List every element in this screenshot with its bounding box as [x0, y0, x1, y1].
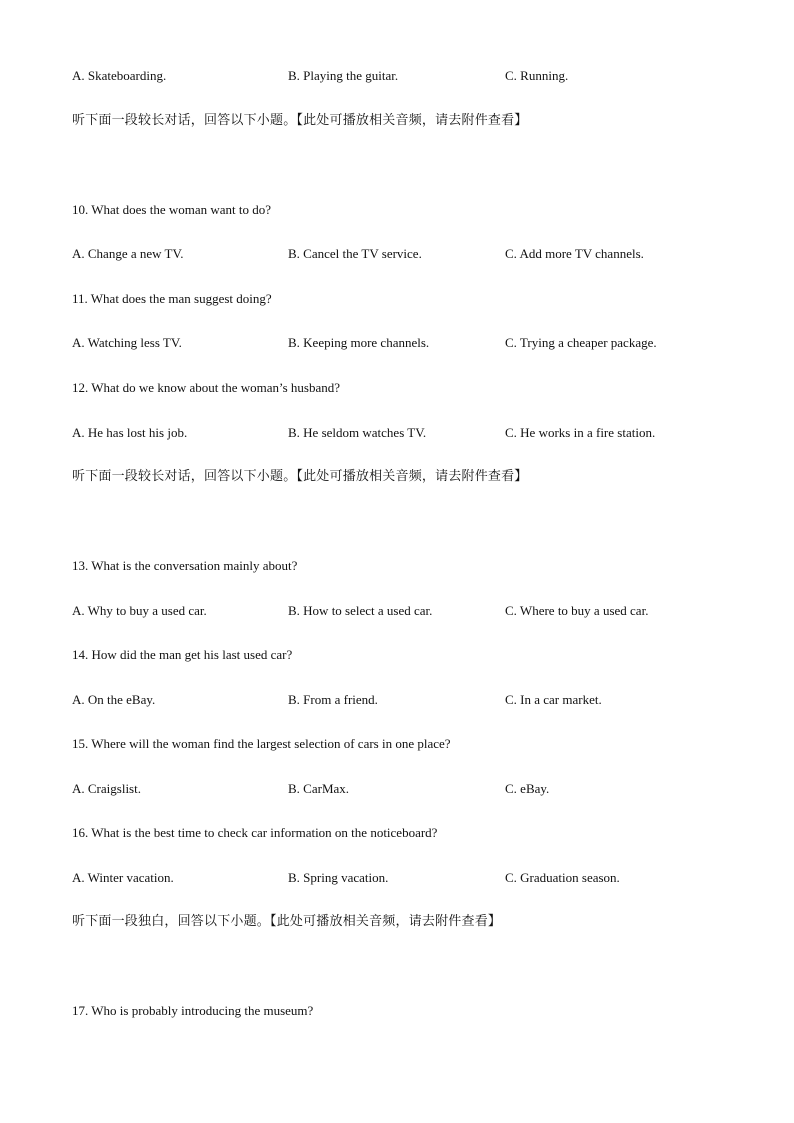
q14-question: 14. How did the man get his last used car? [72, 647, 293, 662]
q10-option-b: B. Cancel the TV service. [288, 246, 422, 261]
q16-option-b: B. Spring vacation. [288, 870, 389, 885]
q16-option-a: A. Winter vacation. [72, 870, 174, 885]
q13-option-b: B. How to select a used car. [288, 603, 433, 618]
q14-option-c: C. In a car market. [505, 692, 602, 707]
q12-option-b: B. He seldom watches TV. [288, 425, 427, 440]
q15-options [72, 781, 722, 797]
q11-option-c: C. Trying a cheaper package. [505, 335, 657, 350]
q13-options [72, 603, 722, 619]
q11-question: 11. What does the man suggest doing? [72, 291, 272, 306]
section-instruction-1: 听下面一段较长对话，回答以下小题。【此处可播放相关音频，请去附件查看】 [72, 113, 528, 128]
q16-option-c: C. Graduation season. [505, 870, 620, 885]
section-instruction-3: 听下面一段独白，回答以下小题。【此处可播放相关音频，请去附件查看】 [72, 914, 502, 929]
q12-question: 12. What do we know about the woman’s husband? [72, 380, 341, 395]
q14-option-b: B. From a friend. [288, 692, 378, 707]
q13-option-a: A. Why to buy a used car. [72, 603, 207, 618]
q13-option-c: C. Where to buy a used car. [505, 603, 649, 618]
q14-option-a: A. On the eBay. [72, 692, 156, 707]
q15-option-b: B. CarMax. [288, 781, 350, 796]
q9-option-a: A. Skateboarding. [72, 68, 167, 83]
q10-options [72, 246, 722, 262]
q9-option-b: B. Playing the guitar. [288, 68, 399, 83]
q15-option-a: A. Craigslist. [72, 781, 141, 796]
q14-options [72, 692, 722, 708]
q9-options [72, 68, 722, 84]
q16-question: 16. What is the best time to check car information on the noticeboard? [72, 825, 438, 840]
q11-options [72, 335, 722, 351]
q12-option-c: C. He works in a fire station. [505, 425, 656, 440]
q17-question: 17. Who is probably introducing the museum? [72, 1003, 314, 1018]
q12-option-a: A. He has lost his job. [72, 425, 188, 440]
q9-option-c: C. Running. [505, 68, 569, 83]
q10-question: 10. What does the woman want to do? [72, 202, 272, 217]
q16-options [72, 870, 722, 886]
q10-option-a: A. Change a new TV. [72, 246, 184, 261]
q11-option-a: A. Watching less TV. [72, 335, 182, 350]
q13-question: 13. What is the conversation mainly about? [72, 558, 298, 573]
section-instruction-2: 听下面一段较长对话，回答以下小题。【此处可播放相关音频，请去附件查看】 [72, 469, 528, 484]
q15-option-c: C. eBay. [505, 781, 550, 796]
q12-options [72, 425, 722, 441]
q10-option-c: C. Add more TV channels. [505, 246, 644, 261]
q15-question: 15. Where will the woman find the largest selection of cars in one place? [72, 736, 451, 751]
q11-option-b: B. Keeping more channels. [288, 335, 430, 350]
